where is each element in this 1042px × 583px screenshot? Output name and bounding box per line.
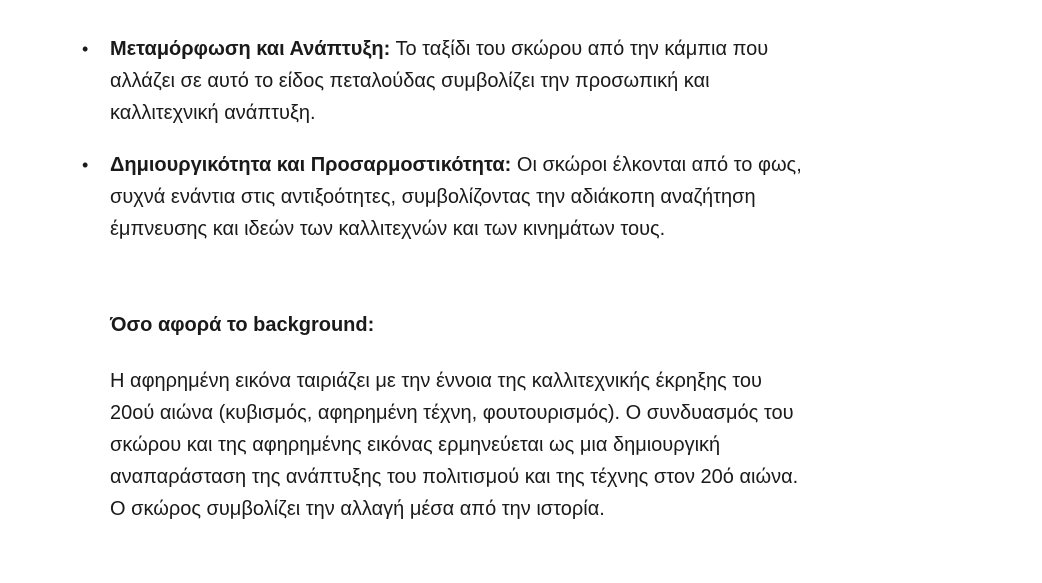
list-item <box>80 33 810 129</box>
bullet-icon: • <box>82 39 89 59</box>
bullet-text-creativity: Οι σκώροι έλκονται από το φως, συχνά ενάντια στις αντιξοότητες, συμβολίζοντας την αδιάκοπη αναζήτηση έμπνευσης και ιδεών των καλλιτεχνών και των κινημάτων τους. <box>110 154 802 240</box>
bullet-lead-creativity: Δημιουργικότητα και Προσαρμοστικότητα: <box>110 154 512 176</box>
bullet-text-metamorphosis: Το ταξίδι του σκώρου από την κάμπια που αλλάζει σε αυτό το είδος πεταλούδας συμβολίζει την προσωπική και καλλιτεχνική ανάπτυξη. <box>110 38 769 124</box>
bullet-list <box>80 33 1042 245</box>
bullet-icon: • <box>82 155 89 175</box>
bullet-lead-metamorphosis: Μεταμόρφωση και Ανάπτυξη: <box>110 38 391 60</box>
section-heading: Όσο αφορά το background: <box>110 314 375 336</box>
body-paragraph: Η αφηρημένη εικόνα ταιριάζει με την έννοια της καλλιτεχνικής έκρηξης του 20ού αιώνα (κυβισμός, αφηρημένη τέχνη, φουτουρισμός). Ο συνδυασμός του σκώρου και της αφηρημένης εικόνας ερμηνεύεται ως μια δημιουργική αναπαράσταση της ανάπτυξης του πολιτισμού και της τέχνης στον 20ό αιώνα. Ο σκώρος συμβολίζει την αλλαγή μέσα από την ιστορία. <box>110 370 799 520</box>
list-item <box>80 149 810 245</box>
